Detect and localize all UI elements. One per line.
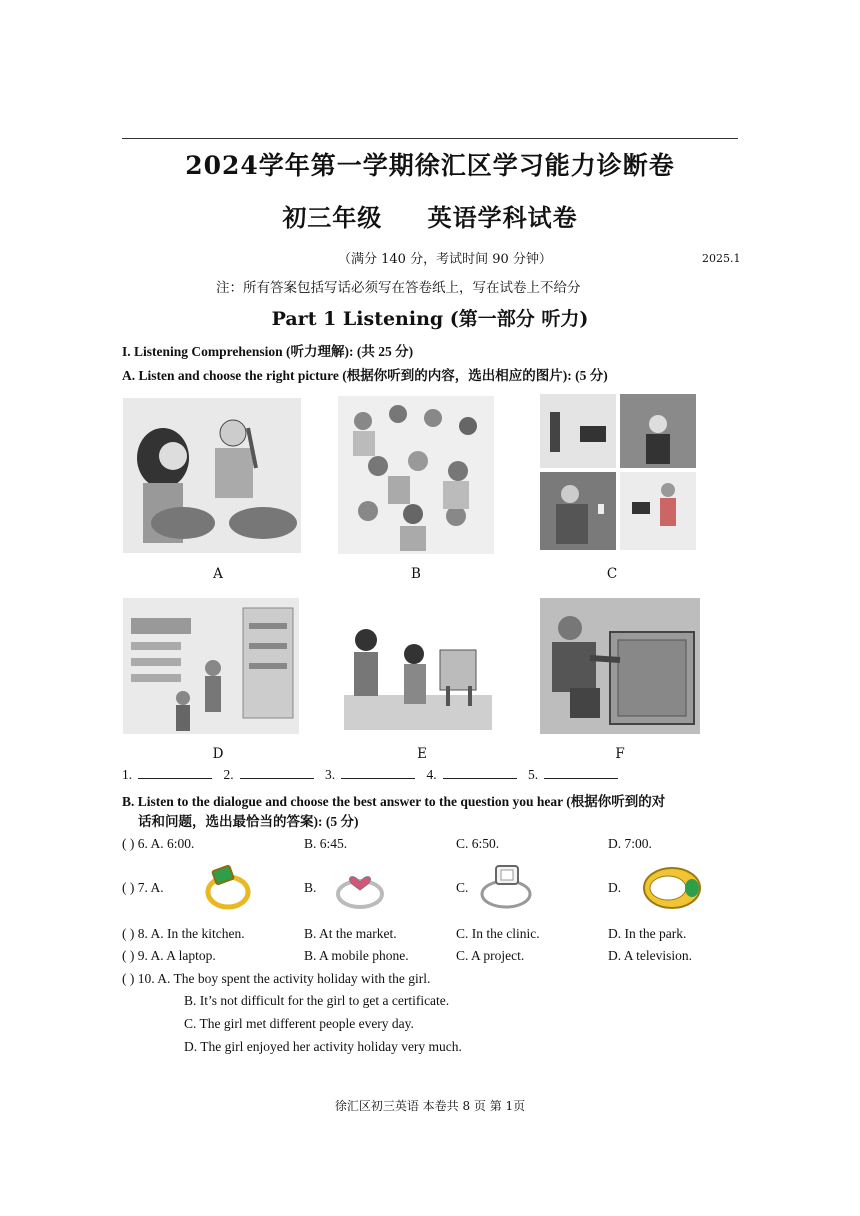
picture-label-a: A: [213, 566, 223, 582]
market-fish-icon: [123, 398, 301, 553]
blank-number: 5.: [528, 767, 539, 782]
q6-option-b: B. 6:45.: [304, 836, 348, 851]
q7-option-d: D.: [608, 880, 622, 895]
q8-option-d: D. In the park.: [608, 926, 687, 941]
answer-blank[interactable]: [341, 766, 415, 779]
q10-option-b: B. It’s not difficult for the girl to get a certificate.: [184, 993, 450, 1008]
blank-number: 2.: [223, 767, 234, 782]
q9-option-b: B. A mobile phone.: [304, 948, 409, 963]
question-7: ( ) 7. A.: [122, 880, 164, 895]
answer-blank[interactable]: [544, 766, 618, 779]
q6-option-c: C. 6:50.: [456, 836, 500, 851]
gold-green-ring-icon: [638, 858, 706, 916]
blank-number: 3.: [325, 767, 336, 782]
question-6: ( ) 6. A. 6:00.: [122, 836, 195, 851]
top-rule: [122, 138, 738, 139]
page-footer: 徐汇区初三英语 本卷共 8 页 第 1页: [334, 1099, 526, 1113]
answer-blank[interactable]: [443, 766, 517, 779]
exam-subtitle: [0, 198, 860, 233]
picture-label-b: B: [411, 566, 421, 582]
green-gem-ring-icon: [200, 858, 256, 914]
q10-option-c: C. The girl met different people every day.: [184, 1016, 414, 1031]
diamond-ring-icon: [476, 858, 540, 914]
question-10: ( ) 10. A. The boy spent the activity holiday with the girl.: [122, 971, 431, 986]
q6-option-d: D. 7:00.: [608, 836, 652, 851]
grade-label: 初三年级: [282, 203, 383, 232]
score-time-info: （满分 140 分，考试时间 90 分钟）: [338, 252, 552, 267]
heart-gem-ring-icon: [332, 858, 390, 914]
section-b-line1: B. Listen to the dialogue and choose the best answer to the question you hear (根据你听到的对: [122, 794, 666, 809]
q9-option-d: D. A television.: [608, 948, 692, 963]
picture-label-e: E: [417, 746, 427, 762]
q8-option-c: C. In the clinic.: [456, 926, 540, 941]
picture-label-d: D: [212, 746, 224, 762]
blank-number: 4.: [426, 767, 437, 782]
exam-date: 2025.1: [702, 252, 741, 265]
q7-option-b: B.: [304, 880, 317, 895]
question-9: ( ) 9. A. A laptop.: [122, 948, 216, 963]
store-shelves-icon: [123, 598, 299, 734]
q9-option-c: C. A project.: [456, 948, 525, 963]
blank-number: 1.: [122, 767, 133, 782]
q10-option-d: D. The girl enjoyed her activity holiday very much.: [184, 1039, 462, 1054]
section-a-heading: A. Listen and choose the right picture (根据你听到的内容，选出相应的图片): (5 分): [122, 368, 608, 383]
answer-blanks-a: [122, 766, 626, 783]
picture-label-c: C: [606, 566, 618, 582]
crowd-shopping-icon: [338, 396, 494, 554]
answer-blank[interactable]: [240, 766, 314, 779]
safe-box-icon: [540, 598, 700, 734]
section-b-line2: 话和问题，选出最恰当的答案): (5 分): [138, 814, 359, 829]
phone-call-icon: [540, 394, 696, 550]
subject-label: 英语学科试卷: [427, 203, 578, 232]
furniture-room-icon: [344, 600, 492, 730]
q8-option-b: B. At the market.: [304, 926, 397, 941]
question-8: ( ) 8. A. In the kitchen.: [122, 926, 245, 941]
answer-note: 注：所有答案包括写话必须写在答卷纸上，写在试卷上不给分: [216, 280, 581, 296]
section-heading: I. Listening Comprehension (听力理解): (共 25 分): [122, 344, 414, 359]
section-b-heading: [122, 792, 752, 832]
answer-blank[interactable]: [138, 766, 212, 779]
picture-label-f: F: [615, 746, 625, 762]
q7-option-c: C.: [456, 880, 469, 895]
exam-title: 2024学年第一学期徐汇区学习能力诊断卷: [185, 151, 675, 180]
part-title: Part 1 Listening (第一部分 听力): [271, 308, 589, 330]
